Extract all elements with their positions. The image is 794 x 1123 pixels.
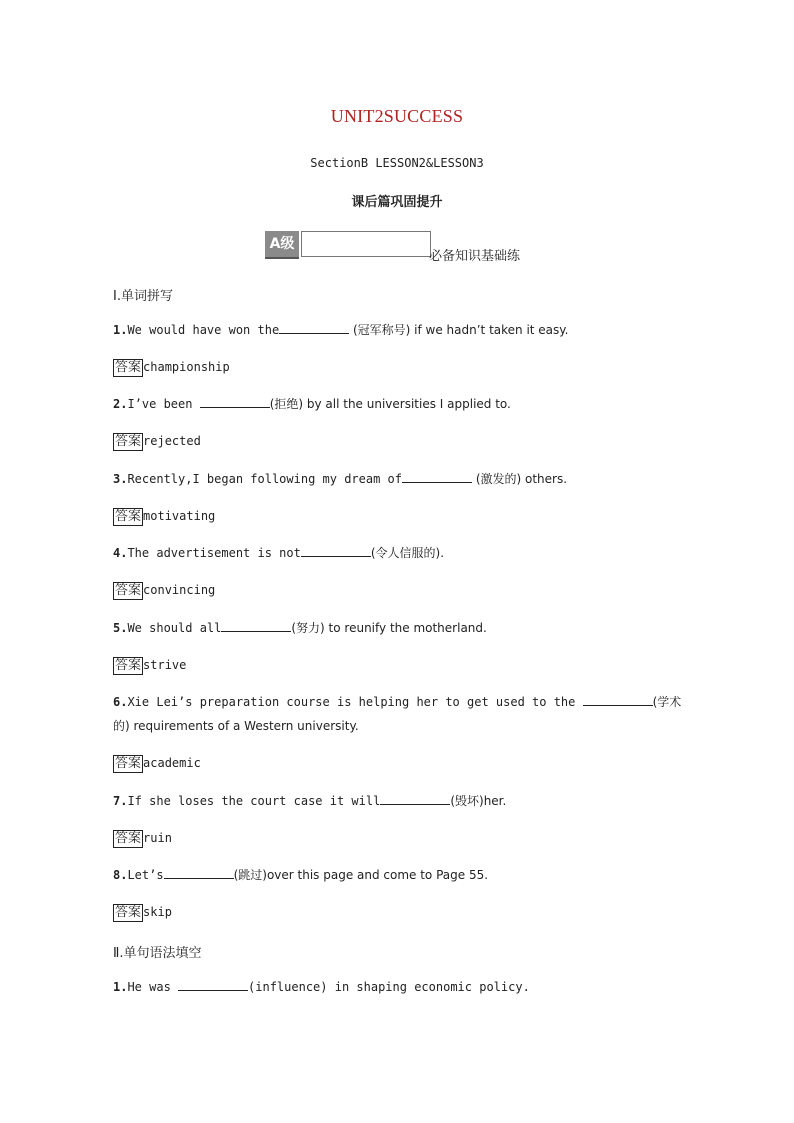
answer-tag: 答案 xyxy=(115,434,142,449)
question-number: 8. xyxy=(113,868,128,882)
answer-5 xyxy=(113,655,186,675)
question-7: 7.If she loses the court case it will (毁坏)her. xyxy=(113,789,693,813)
level-box xyxy=(301,231,431,257)
document-subtitle: 课后篇巩固提升 xyxy=(351,195,443,210)
question-number: 6. xyxy=(113,695,128,709)
question-number: 3. xyxy=(113,472,128,486)
answer-3 xyxy=(113,506,215,526)
question-2: 2.I’ve been (拒绝) by all the universities I applied to. xyxy=(113,392,693,416)
level-badge: A级 xyxy=(265,231,299,259)
answer-6 xyxy=(113,753,201,773)
question-8: 8.Let’s (跳过)over this page and come to Page 55. xyxy=(113,863,693,887)
answer-tag: 答案 xyxy=(115,583,142,598)
part2-question-1: 1.He was (influence) in shaping economic policy. xyxy=(113,975,693,999)
answer-blank xyxy=(178,977,248,991)
answer-blank xyxy=(402,469,472,483)
part2-heading: Ⅱ.单句语法填空 xyxy=(113,946,202,961)
question-number: 2. xyxy=(113,397,128,411)
answer-2 xyxy=(113,431,201,451)
answer-blank xyxy=(279,320,349,334)
answer-tag: 答案 xyxy=(115,509,142,524)
level-banner xyxy=(265,231,565,264)
answer-text: ruin xyxy=(143,831,172,845)
answer-tag: 答案 xyxy=(115,905,142,920)
answer-tag: 答案 xyxy=(115,756,142,771)
answer-8 xyxy=(113,902,172,922)
answer-blank xyxy=(200,394,270,408)
question-number: 7. xyxy=(113,794,128,808)
question-number: 1. xyxy=(113,323,128,337)
answer-blank xyxy=(380,791,450,805)
question-4: 4.The advertisement is not (令人信服的). xyxy=(113,541,693,565)
answer-1 xyxy=(113,357,230,377)
question-6: 6.Xie Lei’s preparation course is helping her to get used to the (学术的) requirements of a Western university. xyxy=(113,690,685,738)
answer-text: rejected xyxy=(143,434,201,448)
question-5: 5.We should all (努力) to reunify the motherland. xyxy=(113,616,693,640)
answer-tag: 答案 xyxy=(115,658,142,673)
answer-blank xyxy=(301,543,371,557)
answer-text: academic xyxy=(143,756,201,770)
answer-blank xyxy=(164,865,234,879)
part1-heading: Ⅰ.单词拼写 xyxy=(113,289,173,304)
level-label: 必备知识基础练 xyxy=(429,249,521,264)
answer-tag: 答案 xyxy=(115,360,142,375)
answer-text: skip xyxy=(143,905,172,919)
question-number: 1. xyxy=(113,980,128,994)
answer-text: convincing xyxy=(143,583,216,597)
document-title: UNIT2SUCCESS xyxy=(330,106,464,126)
answer-text: strive xyxy=(143,658,187,672)
answer-text: motivating xyxy=(143,509,216,523)
answer-blank xyxy=(583,692,653,706)
answer-blank xyxy=(221,618,291,632)
answer-tag: 答案 xyxy=(115,831,142,846)
question-number: 4. xyxy=(113,546,128,560)
section-label: SectionB LESSON2&LESSON3 xyxy=(310,156,484,170)
question-1: 1.We would have won the (冠军称号) if we hadn’t taken it easy. xyxy=(113,318,693,342)
answer-4 xyxy=(113,580,215,600)
question-number: 5. xyxy=(113,621,128,635)
question-3: 3.Recently,I began following my dream of (激发的) others. xyxy=(113,467,693,491)
answer-7 xyxy=(113,828,172,848)
answer-text: championship xyxy=(143,360,230,374)
